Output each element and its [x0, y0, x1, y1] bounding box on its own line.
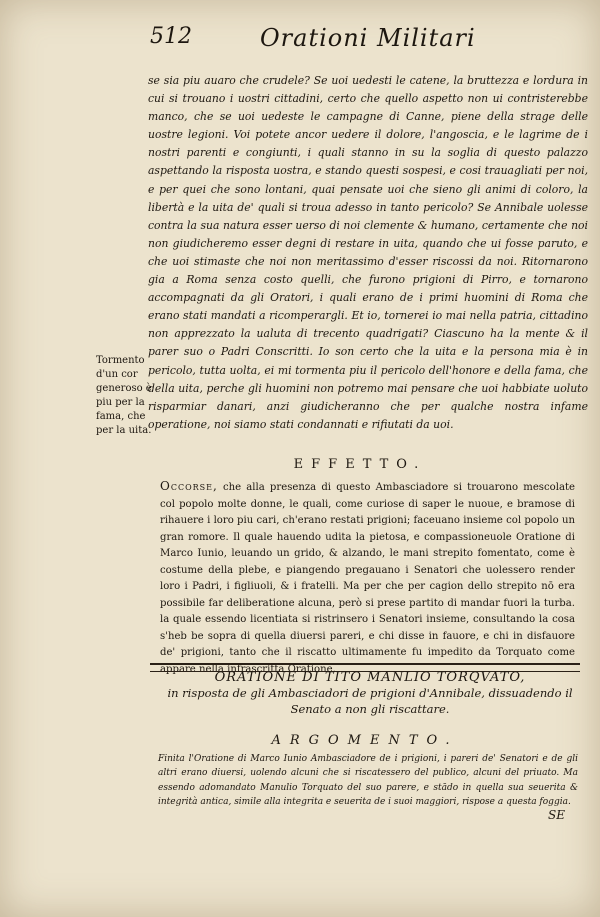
effetto-heading: EFFETTO.: [293, 457, 427, 472]
running-title: Orationi Militari: [260, 24, 476, 52]
narrative-paragraph: [160, 478, 575, 678]
narrative-lead: Occorse,: [160, 479, 218, 493]
narrative-body: [160, 478, 575, 678]
speech-paragraph: se sia piu auaro che crudele? Se uoi uedesti le catene, la bruttezza e lordura in cui si trouano i uostri cittadini, certo che quello aspetto non ui contristerebbe manco, che se uoi uedeste le campagne di Canne, piene della strage delle uostre legioni. Voi potete ancor uedere il dolore, l'angoscia, e le lagrime de i nostri parenti e congiunti, i quali stanno in su la soglia di questo palazzo aspettando la risposta uostra, e stando questi sospesi, e cosi trauagliati per noi, e per quei che sono lontani, quai pensate uoi che sieno gli animi di coloro, la libertà e la uita de' quali si troua adesso in tanto pericolo? Se Annibale uolesse contra la sua natura esser uerso di noi clemente & humano, certamente che noi non giudicheremo esser degni di restare in uita, quando che ui fosse paruto, e che uoi stimaste che noi non meritassimo d'esser riscossi da noi. Ritornarono gia a Roma senza costo quelli, che furono prigioni di Pirro, e tornarono accompagnati da gli Oratori, i quali erano de i primi huomini di Roma che erano stati mandati a ricomperargli. Et io, tornerei io mai nella patria, cittadino non apprezzato la ualuta di trecento quadrigati? Ciascuno ha la mente & il parer suo o Padri Conscritti. Io son certo che la uita e la persona mia è in pericolo, tutta uolta, ei mi tormenta piu il pericolo dell'honore e della fama, che della uita, perche gli huomini non potremo mai pensare che uoi habbiate uoluto risparmiar danari, anzi giudicheranno che per qualche nostra infame operatione, noi siamo stati condannati e rifiutati da uoi.: [148, 74, 588, 431]
oration-title: [155, 670, 585, 717]
speech-body: [148, 72, 588, 434]
page-number: 512: [150, 24, 192, 49]
argomento-heading: ARGOMENTO.: [271, 733, 459, 748]
page-header: [140, 24, 570, 64]
argomento-paragraph: Finita l'Oratione di Marco Iunio Ambasciadore de i prigioni, i pareri de' Senatori e de gli altri erano diuersi, uolendo alcuni che si riscatessero del publico, alcuni del priuato. Ma essendo adomandato Manulio Torquato del suo parere, e stādo in quella sua seuerita & integrità antica, simile alla integrita e seuerita de i suoi maggiori, rispose a questa foggia.: [158, 754, 578, 807]
oration-title-line1: ORATIONE DI TITO MANLIO TORQVATO,: [214, 670, 526, 685]
catchword: SE: [548, 808, 565, 822]
narrative-text: che alla presenza di questo Ambasciadore si trouarono mescolate col popolo molte donne, le quali, come curiose di saper le nuoue, e bramose di rihauere i loro piu cari, ch'erano restati prigioni; faceuano insieme col popolo un gran romore. Il quale hauendo udita la pietosa, e compassioneuole Oratione di Marco Iunio, leuando un grido, & alzando, le mani strepito fomentato, come è costume della plebe, e piangendo pregauano i Senatori che uolessero render loro i Padri, i figliuoli, & i fratelli. Ma per che per cagion dello strepito nō era possibile far deliberatione alcuna, però si prese partito di mandar fuori la turba. la quale essendo licentiata si ristrinsero i Senatori insieme, consultando la cosa s'heb be sopra di quella diuersi pareri, e chi disse in fauore, e chi in disfauore de' prigioni, tanto che il riscatto ultimamente fu impedito da Torquato come appare nella infrascritta Oratione.: [160, 482, 575, 675]
margin-note: Tormento d'un cor generoso è piu per la fama, che per la uita.: [96, 355, 152, 436]
oration-title-line2: in risposta de gli Ambasciadori de prigioni d'Annibale, dissuadendo il Senato a non gli riscattare.: [167, 686, 573, 716]
argomento-body: [158, 752, 578, 809]
